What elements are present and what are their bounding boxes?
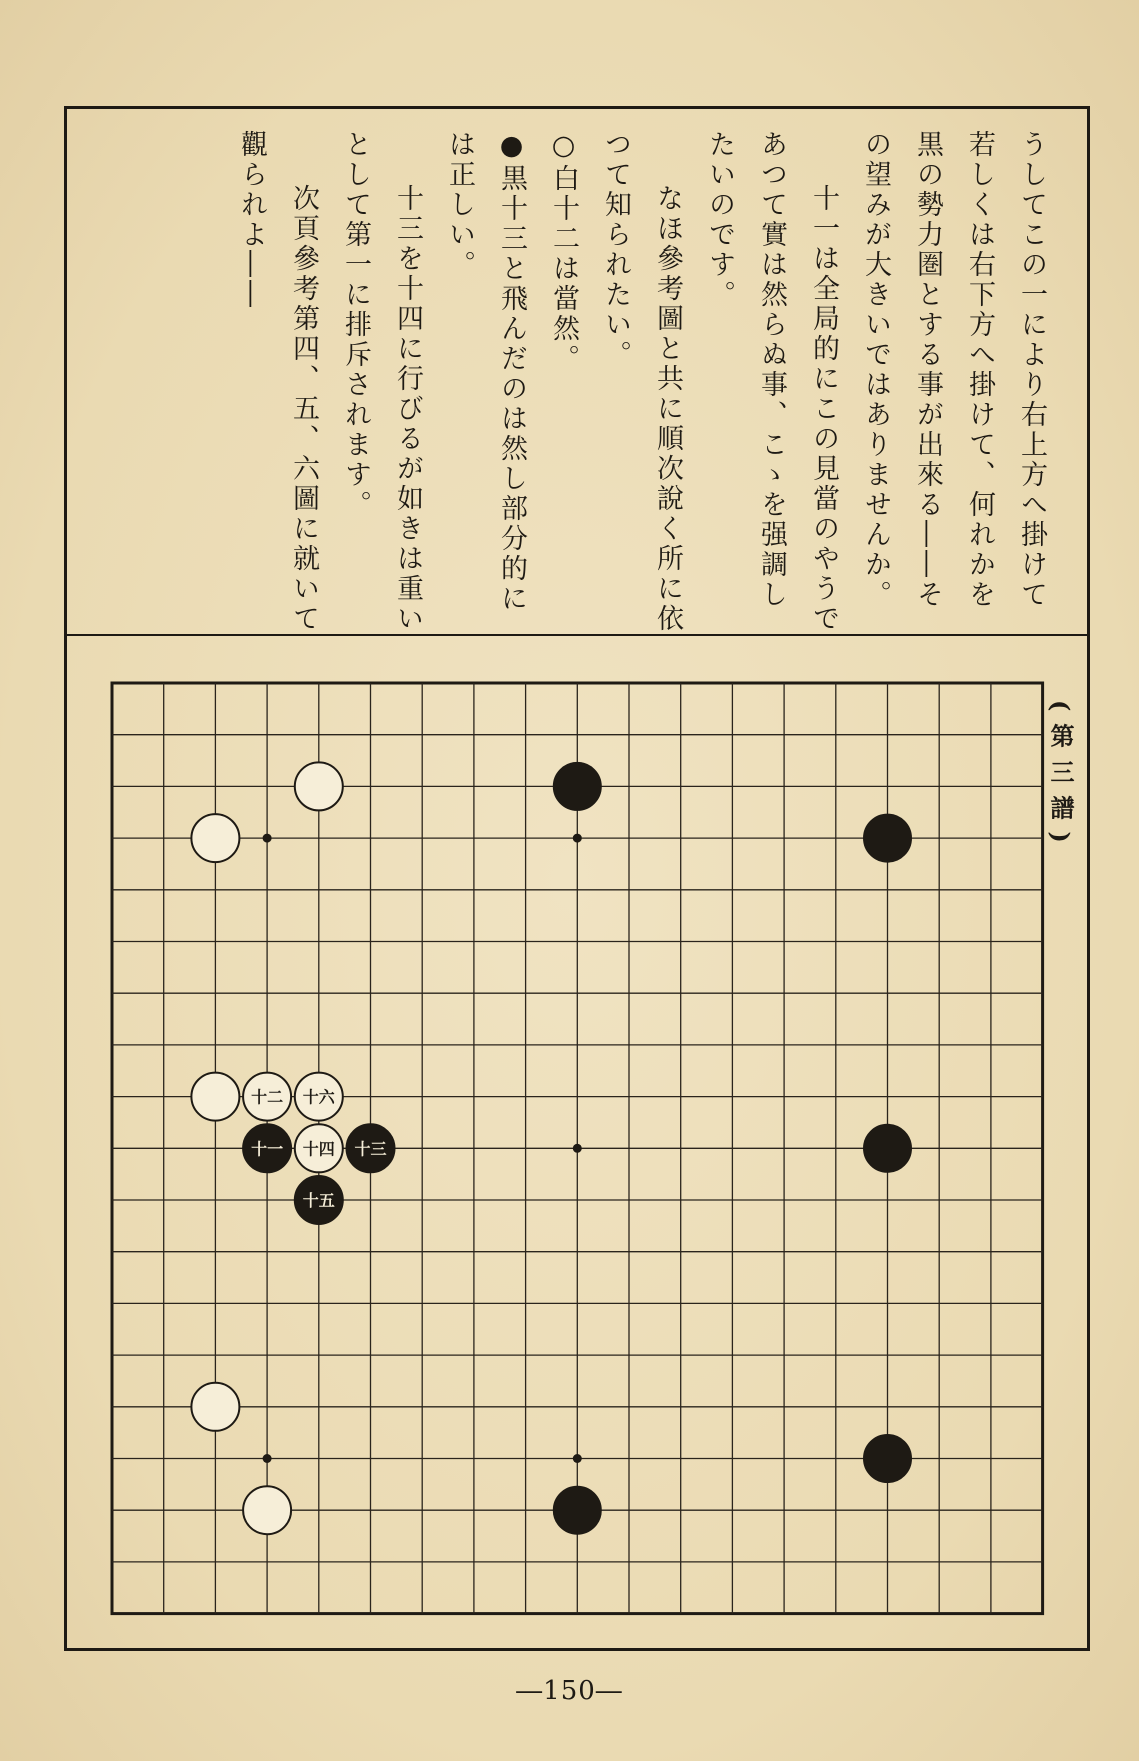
diagram-label: (第三譜) — [1046, 700, 1075, 855]
white-stone — [243, 1486, 291, 1534]
text-column: あつて實は然らぬ事、こゝを强調し — [756, 130, 787, 610]
black-stone — [864, 1435, 912, 1483]
white-stone — [191, 814, 239, 862]
move-number-label: 十四 — [302, 1139, 335, 1159]
move-number-label: 十五 — [302, 1191, 335, 1210]
white-stone — [191, 1073, 239, 1121]
text-column: 黒の勢力圏とする事が出來る――そ — [912, 130, 943, 610]
text-column: 次頁參考第四、五、六圖に就いて — [288, 184, 319, 634]
move-number-label: 十六 — [302, 1087, 335, 1107]
black-stone — [553, 1486, 601, 1534]
text-column: 十三を十四に行びるが如きは重い — [392, 184, 423, 634]
star-point — [573, 1454, 582, 1463]
text-column: 若しくは右下方へ掛けて、何れかを — [964, 130, 995, 610]
text-column: ○白十二は當然。 — [548, 130, 579, 374]
text-column: の望みが大きいではありませんか。 — [860, 130, 891, 610]
black-stone — [553, 762, 601, 810]
text-column: つて知られたい。 — [600, 130, 631, 370]
star-point — [263, 1454, 272, 1463]
text-column: 十一は全局的にこの見當のやうで — [808, 184, 839, 634]
star-point — [573, 1144, 582, 1153]
star-point — [263, 834, 272, 843]
white-stone — [191, 1383, 239, 1431]
text-column: 觀られよ―― — [236, 130, 267, 310]
text-column: ●黒十三と飛んだのは然し部分的に — [496, 130, 527, 614]
text-column: は正しい。 — [444, 130, 475, 280]
white-stone — [295, 762, 343, 810]
move-number-label: 十一 — [251, 1139, 284, 1159]
move-number-label: 十二 — [251, 1087, 284, 1107]
star-point — [573, 834, 582, 843]
text-column: なほ參考圖と共に順次說く所に依 — [652, 184, 683, 634]
black-stone — [864, 814, 912, 862]
text-column: として第一に排斥されます。 — [340, 130, 371, 520]
text-column: うしてこの一により右上方へ掛けて — [1016, 130, 1047, 610]
page-number: ―150― — [516, 1676, 623, 1706]
black-stone — [864, 1124, 912, 1172]
move-number-label: 十三 — [354, 1139, 387, 1159]
text-column: たいのです。 — [704, 130, 735, 310]
